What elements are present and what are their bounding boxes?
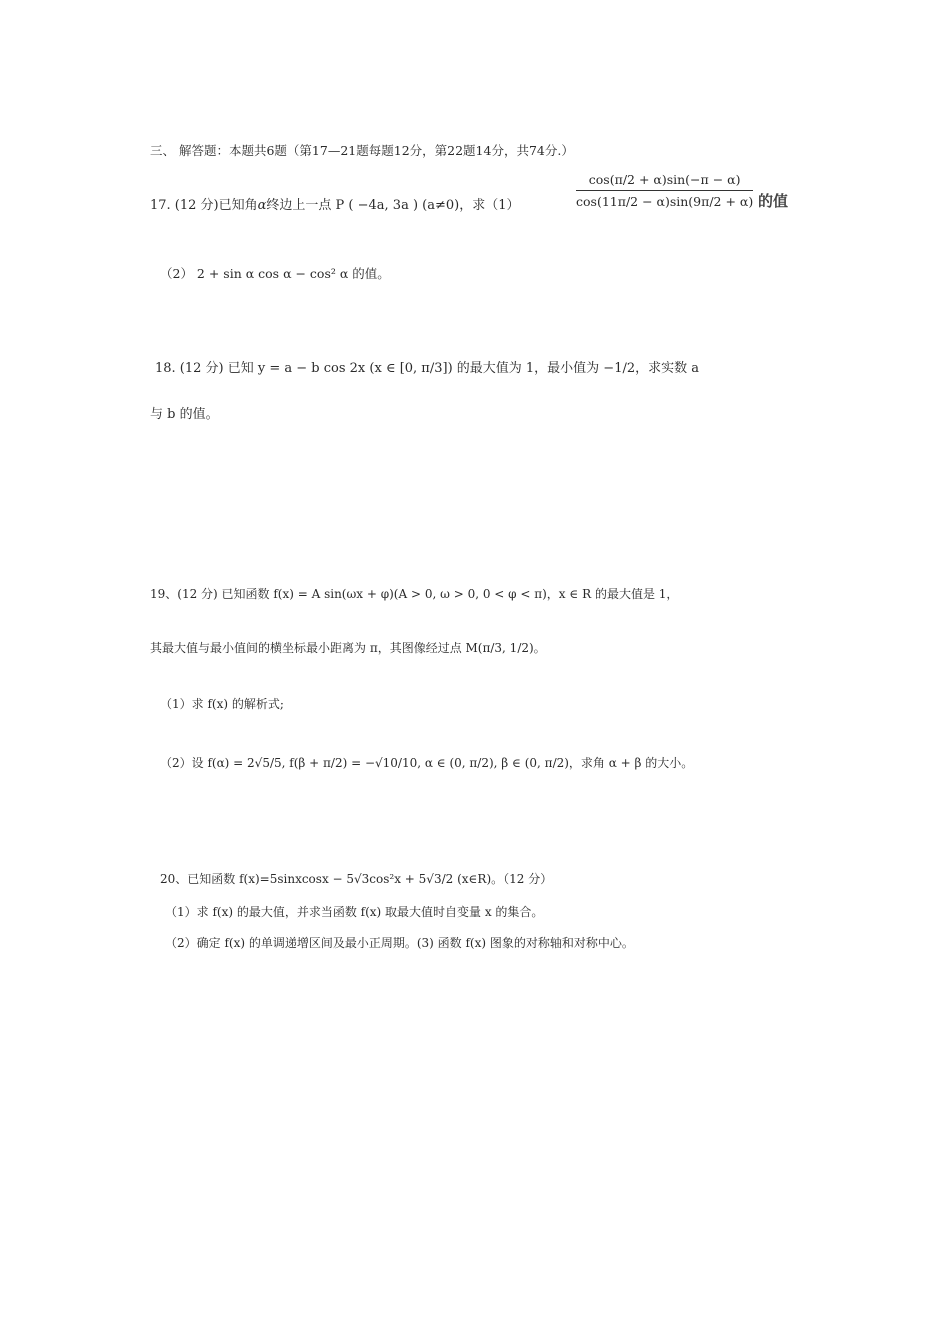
q20-part2: （2）确定 f(x) 的单调递增区间及最小正周期。(3) 函数 f(x) 图象的对称轴和对称中心。: [165, 936, 634, 950]
q17-handwritten-suffix: 的值: [758, 192, 789, 210]
q17-numerator: cos(π/2 + α)sin(−π − α): [576, 172, 753, 191]
q17-alpha: α: [257, 198, 267, 213]
q17-denominator: cos(11π/2 − α)sin(9π/2 + α): [576, 194, 754, 209]
section-header: 三、 解答题：本题共6题（第17—21题每题12分，第22题14分，共74分.）: [150, 143, 574, 158]
q19-stem: 19、(12 分) 已知函数 f(x) = A sin(ωx + φ)(A > 0, ω > 0, 0 < φ < π)，x ∈ R 的最大值是 1，: [150, 587, 679, 601]
q19-part1: （1）求 f(x) 的解析式;: [160, 697, 284, 711]
q17-stem-text-2: 终边上一点 P ( −4a, 3a ) (a≠0)，求（1）: [266, 198, 520, 213]
q19-cont: 其最大值与最小值间的横坐标最小距离为 π，其图像经过点 M(π/3, 1/2)。: [150, 641, 546, 655]
q18-stem: 18. (12 分) 已知 y = a − b cos 2x (x ∈ [0, π/3]) 的最大值为 1，最小值为 −1/2，求实数 a: [155, 361, 700, 376]
q17-part2: （2） 2 + sin α cos α − cos² α 的值。: [160, 266, 390, 281]
q18-cont: 与 b 的值。: [150, 407, 219, 422]
q20-part1: （1）求 f(x) 的最大值，并求当函数 f(x) 取最大值时自变量 x 的集合。: [165, 905, 544, 919]
q19-part2: （2）设 f(α) = 2√5/5, f(β + π/2) = −√10/10, α ∈ (0, π/2), β ∈ (0, π/2)，求角 α + β 的大小。: [160, 756, 694, 770]
q17-stem: [150, 198, 520, 214]
q17-fraction: [576, 172, 753, 209]
q17-stem-text: 17. (12 分)已知角: [150, 198, 258, 213]
q20-stem: 20、已知函数 f(x)=5sinxcosx − 5√3cos²x + 5√3/2 (x∈R)。（12 分）: [160, 872, 553, 886]
